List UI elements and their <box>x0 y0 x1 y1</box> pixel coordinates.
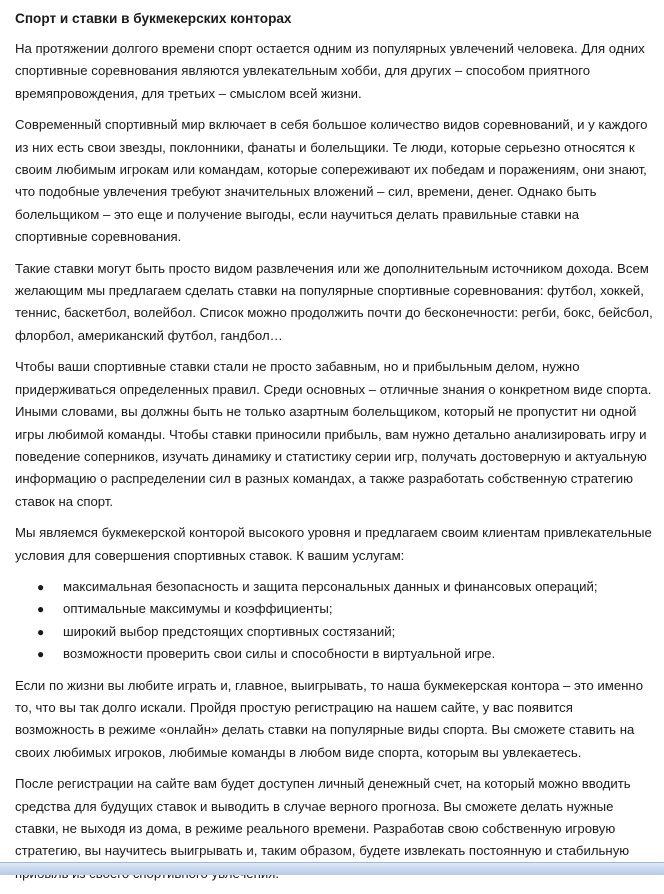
list-item-text: максимальная безопасность и защита персональных данных и финансовых операций; <box>63 578 598 594</box>
paragraph-4: Чтобы ваши спортивные ставки стали не просто забавным, но и прибыльным делом, нужно придерживаться определенных правил. Среди основных – отличные знания о конкретном виде спорта. Иными словами, вы должны быть не только азартным болельщиком, который не пропустит ни одной игры любимой команды. Чтобы ставки приносили прибыль, вам нужно детально анализировать игру и поведение соперников, изучать динамику и статистику серии игр, получать достоверную и актуальную информацию о распределении сил в разных командах, а также разработать собственную стратегию ставок на спорт. <box>15 359 652 509</box>
list-item <box>15 621 655 643</box>
list-item <box>15 576 655 598</box>
list-item-text: возможности проверить свои силы и способности в виртуальной игре. <box>63 646 496 662</box>
paragraph-5: Мы являемся букмекерской конторой высокого уровня и предлагаем своим клиентам привлекательные условия для совершения спортивных ставок. К вашим услугам: <box>15 525 652 563</box>
bullet-icon: ● <box>37 579 45 594</box>
services-list <box>15 576 655 666</box>
list-item <box>15 598 655 620</box>
paragraph-1: На протяжении долгого времени спорт остается одним из популярных увлечений человека. Для одних спортивные соревнования являются увлекательным хобби, для других – способом приятного времяпровождения, для третьих – смыслом всей жизни. <box>15 41 645 101</box>
bullet-icon: ● <box>37 624 45 639</box>
list-item-text: широкий выбор предстоящих спортивных состязаний; <box>63 623 396 639</box>
editor-bottom-bar <box>0 862 664 875</box>
document-body <box>15 8 655 894</box>
bullet-icon: ● <box>37 647 45 662</box>
paragraph-3: Такие ставки могут быть просто видом развлечения или же дополнительным источником дохода. Всем желающим мы предлагаем сделать ставки на популярные спортивные соревнования: футбол, хоккей, теннис, баскетбол, волейбол. Список можно продолжить почти до бесконечности: регби, бокс, бейсбол, флорбол, американский футбол, гандбол… <box>15 260 653 343</box>
bullet-icon: ● <box>37 602 45 617</box>
paragraph-6: Если по жизни вы любите играть и, главное, выигрывать, то наша букмекерская контора – это именно то, что вы так долго искали. Пройдя простую регистрацию на нашем сайте, у вас появится возможность в режиме «онлайн» делать ставки на популярные виды спорта. Вы сможете ставить на своих любимых игроков, любимые команды в любом виде спорта, которым вы увлекаетесь. <box>15 677 644 760</box>
paragraph-2: Современный спортивный мир включает в себя большое количество видов соревнований, и у каждого из них есть свои звезды, поклонники, фанаты и болельщики. Те люди, которые серьезно относятся к своим любимым игрокам или командам, которые сопереживают их победам и поражениям, они знают, что подобные увлечения требуют значительных вложений – сил, времени, денег. Однако быть болельщиком – это еще и получение выгоды, если научиться делать правильные ставки на спортивные соревнования. <box>15 117 648 245</box>
list-item <box>15 643 655 665</box>
list-item-text: оптимальные максимумы и коэффициенты; <box>63 601 333 617</box>
document-title: Спорт и ставки в букмекерских конторах <box>15 11 292 26</box>
paragraph-7: После регистрации на сайте вам будет доступен личный денежный счет, на который можно вводить средства для будущих ставок и выводить в случае верного прогноза. Вы сможете делать нужные ставки, не выходя из дома, в режиме реального времени. Разработав свою собственную игровую стратегию, вы научитесь выигрывать и, таким образом, будете извлекать постоянную и стабильную <box>15 776 631 859</box>
